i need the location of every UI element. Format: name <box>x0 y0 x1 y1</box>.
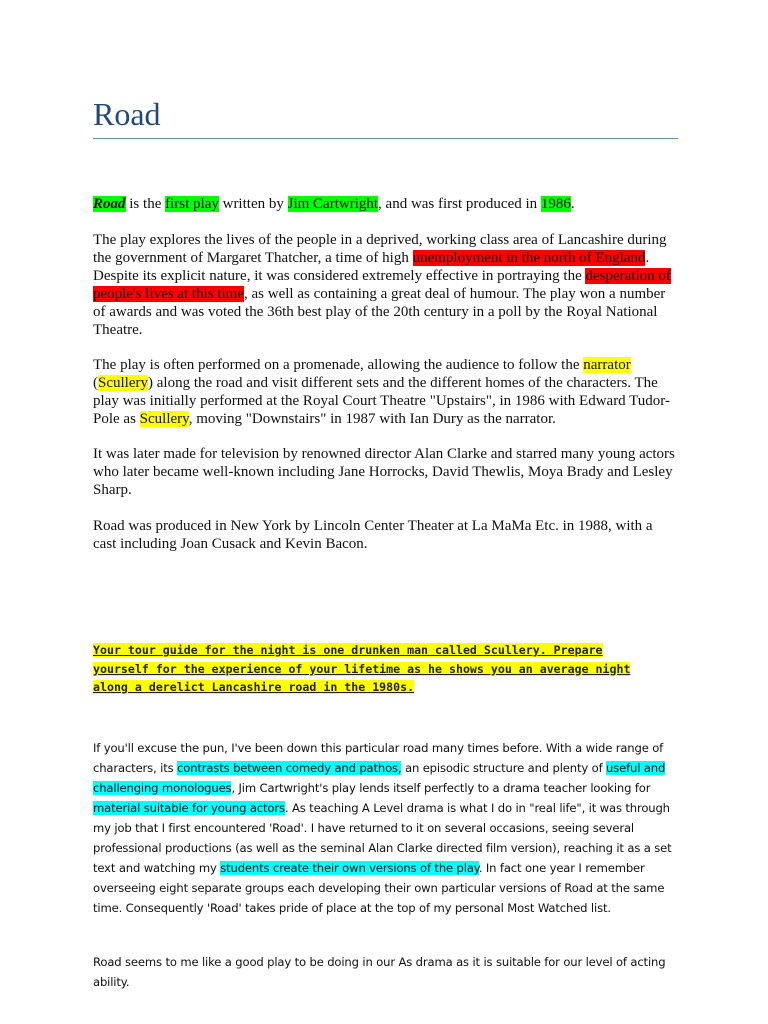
highlight-first-play: first play <box>165 196 219 212</box>
text-span: , and was first produced in <box>378 196 541 212</box>
highlight-author: Jim Cartwright <box>287 196 379 212</box>
text-span: . As teaching A Level drama is what I do in "real life", it was through my job that I first encountered 'Road'. I have returned to it on several occasions, seeing several professional productions (as well as the seminal Alan Clarke directed film version), reaching it as a set text and watching my <box>93 801 672 875</box>
text-span: If you'll excuse the pun, I've been down this particular road many times before. With a wide range of characters, its <box>93 741 664 775</box>
highlight-narrator: narrator <box>583 357 631 373</box>
conclusion-paragraph: Road seems to me like a good play to be doing in our As drama as it is suitable for our level of acting ability. <box>93 955 666 989</box>
highlight-road: Road <box>93 196 126 212</box>
staging-paragraph <box>93 356 678 428</box>
text-span: , as well as containing a great deal of humour. The play won a number of awards and was voted the 36th best play of the 20th century in a poll by the Royal National Theatre. <box>93 286 666 338</box>
highlight-year: 1986 <box>540 196 571 212</box>
highlight-material: material suitable for young actors <box>93 801 285 815</box>
text-span: , moving "Downstairs" in 1987 with Ian Dury as the narrator. <box>188 411 556 427</box>
highlight-contrasts: contrasts between comedy and pathos, <box>177 761 402 775</box>
highlight-monologues: useful and challenging monologues <box>93 761 666 795</box>
text-span: an episodic structure and plenty of <box>401 761 607 775</box>
personal-paragraph <box>93 738 678 918</box>
new-york-paragraph: Road was produced in New York by Lincoln Center Theater at La MaMa Etc. in 1988, with a cast including Joan Cusack and Kevin Bacon. <box>93 518 653 552</box>
highlight-scullery: Scullery <box>98 375 148 391</box>
intro-paragraph <box>93 195 678 213</box>
document-title: Road <box>93 96 161 132</box>
title-rule <box>93 138 678 139</box>
quote-line: along a derelict Lancashire road in the 1980s. <box>93 680 415 694</box>
text-span: . In fact one year I remember overseeing eight separate groups each developing their own particular versions of Road at the same time. Consequently 'Road' takes pride of place at the top of my personal Most Watched list. <box>93 861 665 915</box>
text-span: . Despite its explicit nature, it was considered extremely effective in portraying the <box>93 250 650 284</box>
text-span: The play explores the lives of the people in a deprived, working class area of Lancashire during the government of Margaret Thatcher, a time of high <box>93 232 667 266</box>
tour-guide-quote <box>93 641 678 697</box>
highlight-students: students create their own versions of the play <box>220 861 479 875</box>
quote-line: Your tour guide for the night is one drunken man called Scullery. Prepare <box>93 643 603 657</box>
quote-line: yourself for the experience of your lifetime as he shows you an average night <box>93 661 631 676</box>
themes-paragraph <box>93 231 678 339</box>
text-span: . <box>570 196 575 212</box>
text-span: The play is often performed on a promenade, allowing the audience to follow the <box>93 357 584 373</box>
highlight-scullery: Scullery <box>139 411 189 427</box>
text-span: is the <box>125 196 166 212</box>
text-span: written by <box>218 196 288 212</box>
television-paragraph: It was later made for television by renowned director Alan Clarke and starred many young actors who later became well-known including Jane Horrocks, David Thewlis, Moya Brady and Lesley Sharp. <box>93 446 675 498</box>
text-span: ( <box>93 375 98 391</box>
text-span: , Jim Cartwright's play lends itself perfectly to a drama teacher looking for <box>231 781 651 795</box>
highlight-unemployment: unemployment in the north of England <box>412 250 646 266</box>
highlight-desperation: desperation of people's lives at this time <box>93 268 671 302</box>
text-span: ) along the road and visit different sets and the different homes of the characters. The play was initially performed at the Royal Court Theatre "Upstairs", in 1986 with Edward Tudor-Pole as <box>93 375 670 427</box>
